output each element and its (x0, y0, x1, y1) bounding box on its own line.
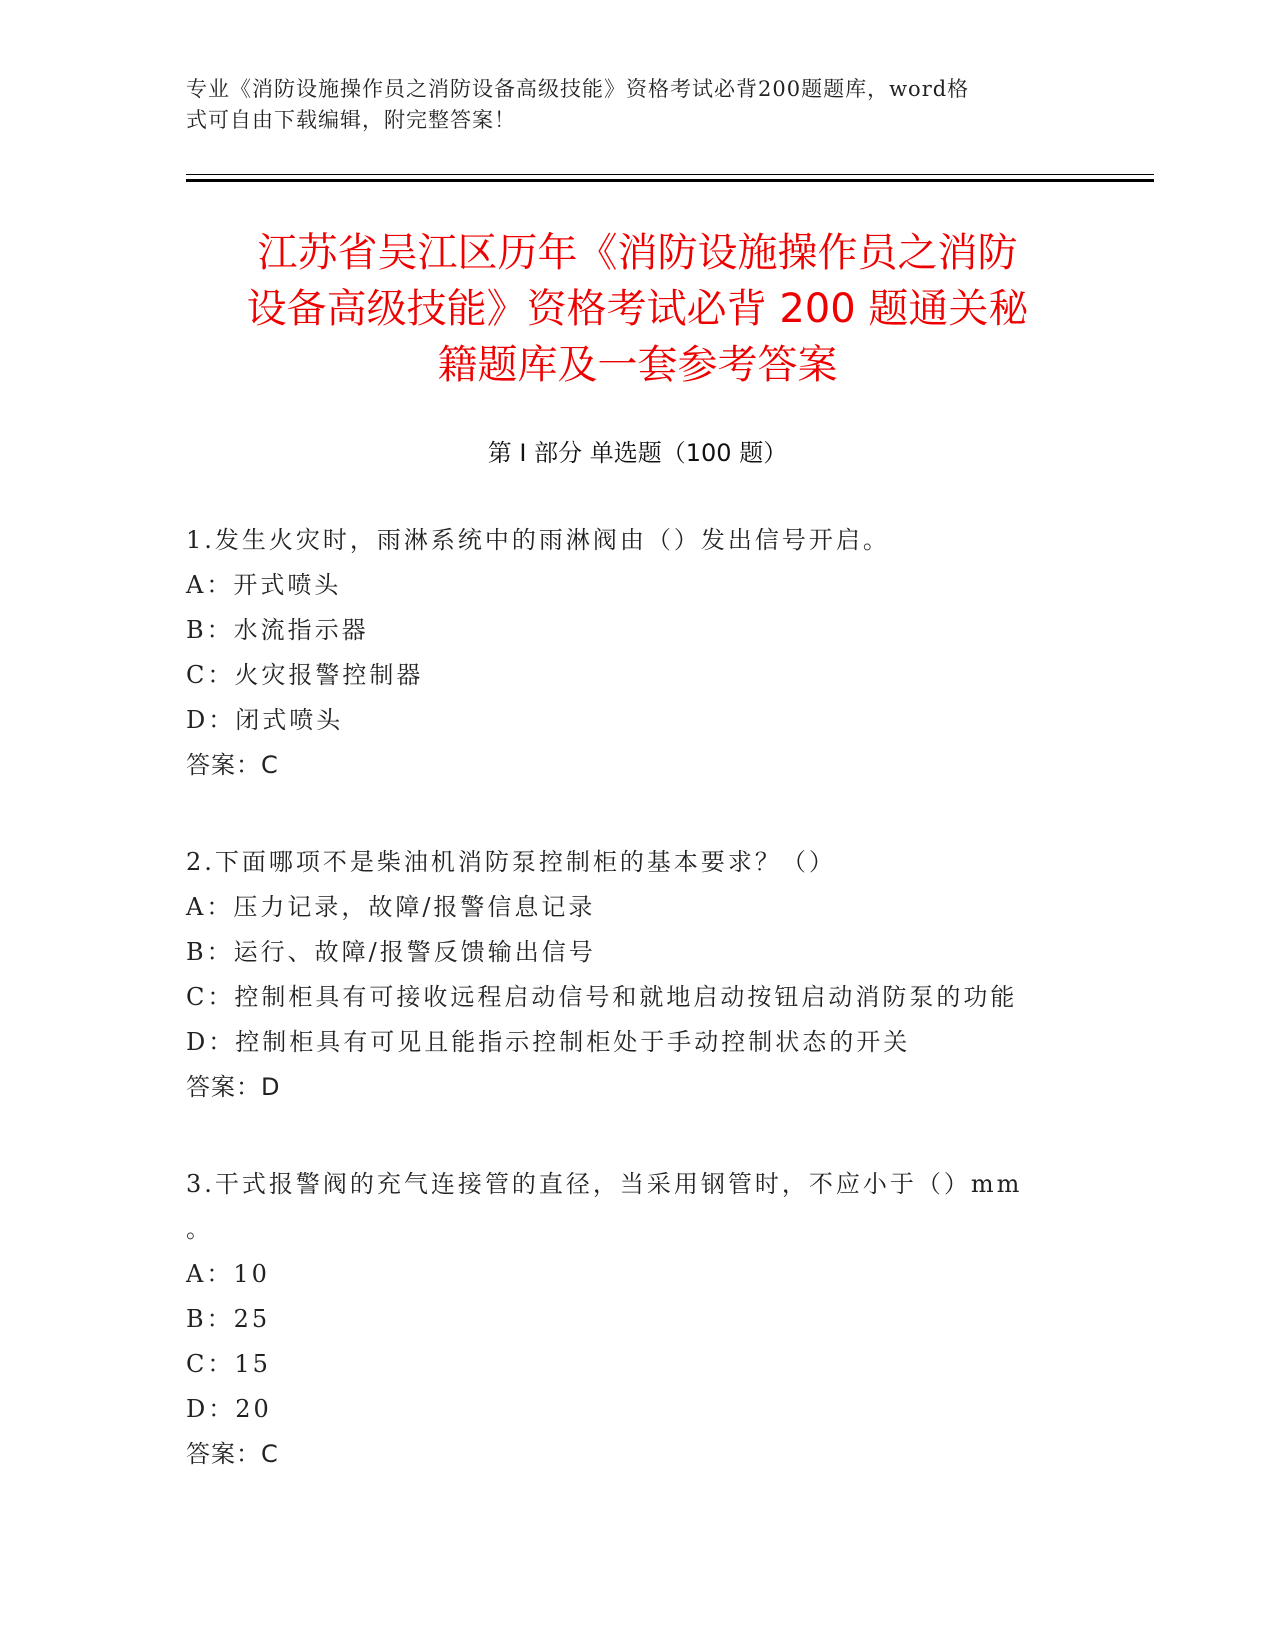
question-1-option-d: D：闭式喷头 (186, 706, 344, 734)
document-title (150, 225, 1125, 393)
question-3-option-a: A：10 (186, 1260, 270, 1288)
question-2-answer: 答案：D (186, 1073, 281, 1101)
question-2-option-d: D：控制柜具有可见且能指示控制柜处于手动控制状态的开关 (186, 1028, 911, 1056)
title-line-3: 籍题库及一套参考答案 (437, 342, 838, 388)
title-line-2: 设备高级技能》资格考试必背 200 题通关秘 (246, 286, 1029, 332)
question-3-option-b: B：25 (186, 1305, 271, 1333)
question-1-option-b: B：水流指示器 (186, 616, 369, 644)
header-note-line-1: 专业《消防设施操作员之消防设备高级技能》资格考试必背200题题库，word格 (186, 77, 970, 101)
question-1-stem: 1.发生火灾时，雨淋系统中的雨淋阀由（）发出信号开启。 (186, 526, 890, 554)
question-3-option-d: D：20 (186, 1395, 272, 1423)
header-divider-thin (186, 174, 1154, 175)
header-divider-thick (186, 179, 1154, 182)
question-1-option-a: A：开式喷头 (186, 571, 342, 599)
header-note (186, 74, 1086, 136)
question-2-option-a: A：压力记录，故障/报警信息记录 (186, 893, 596, 921)
question-2-option-b: B：运行、故障/报警反馈输出信号 (186, 938, 596, 966)
question-2-option-c: C：控制柜具有可接收远程启动信号和就地启动按钮启动消防泵的功能 (186, 983, 1018, 1011)
question-1-option-c: C：火灾报警控制器 (186, 661, 424, 689)
question-3-answer: 答案：C (186, 1440, 279, 1468)
title-line-1: 江苏省吴江区历年《消防设施操作员之消防 (257, 230, 1018, 276)
section-heading: 第 I 部分 单选题（100 题） (487, 439, 788, 467)
question-2-stem: 2.下面哪项不是柴油机消防泵控制柜的基本要求？（） (186, 848, 836, 876)
question-3-option-c: C：15 (186, 1350, 271, 1378)
question-1-answer: 答案：C (186, 751, 279, 779)
question-3-stem: 3.干式报警阀的充气连接管的直径，当采用钢管时，不应小于（）mm (186, 1170, 1023, 1198)
header-note-line-2: 式可自由下载编辑，附完整答案！ (186, 108, 516, 132)
question-3-stem-continuation: 。 (186, 1215, 213, 1243)
